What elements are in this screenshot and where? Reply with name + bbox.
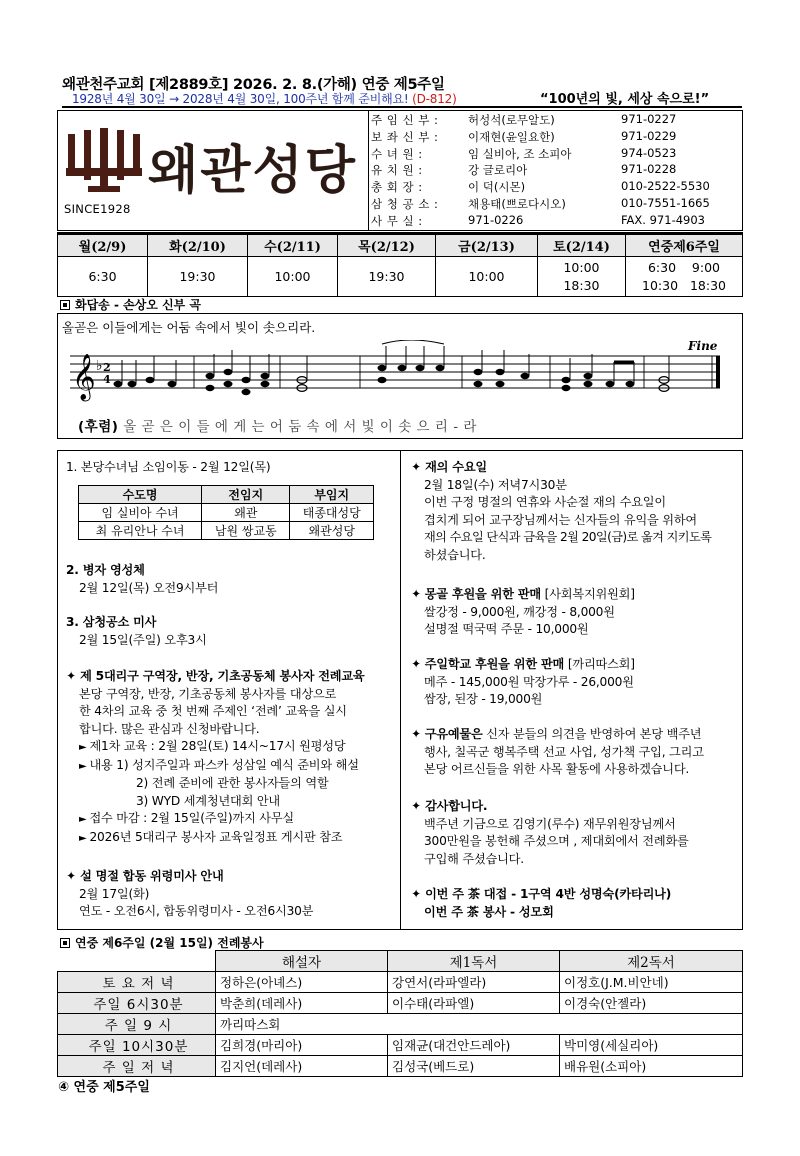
cell: 까리따스회 <box>216 1014 743 1035</box>
crib-offering-title: 구유예물은 <box>424 727 483 741</box>
staff-phone: 010-7551-1665 <box>621 196 710 210</box>
table-row <box>79 522 374 540</box>
time-thu: 19:30 <box>338 257 436 297</box>
notice-sunday-school-sale <box>411 656 635 709</box>
text-line: 이번 구정 명절의 연휴와 사순절 재의 수요일이 <box>424 495 666 509</box>
text-line: 설명절 떡국떡 주문 - 10,000원 <box>424 622 589 636</box>
notice-thanks <box>411 798 741 868</box>
bullet-item: ► 접수 마감 : 2월 15일(주일)까지 사무실 <box>66 810 396 829</box>
staff-label: 사 무 실 : <box>371 213 423 228</box>
notice-3-title: 3. 삼청공소 미사 <box>66 615 157 629</box>
cell: 김지언(데레사) <box>216 1056 388 1077</box>
time-tue: 19:30 <box>148 257 248 297</box>
svg-text:4: 4 <box>103 373 111 386</box>
sunday-school-sale-title: 주일학교 후원을 위한 판매 <box>424 657 565 671</box>
cell: 왜관성당 <box>290 522 374 540</box>
notice-3-body: 2월 15일(주일) 오후3시 <box>79 632 207 647</box>
d-day-counter: (D-812) <box>412 92 457 106</box>
time-sat: 10:00 18:30 <box>538 257 626 297</box>
church-logo-icon <box>66 128 142 198</box>
staff-name: 강 글로리아 <box>468 163 528 178</box>
notice-2 <box>66 562 218 597</box>
hymn-section-title <box>60 296 201 313</box>
centennial-text: 1928년 4월 30일 → 2028년 4월 30일, 100주년 함께 준비해요! <box>72 92 413 106</box>
text-line: 2월 18일(수) 저녁7시30분 <box>424 477 567 492</box>
staff-label: 수 녀 원 : <box>371 146 423 161</box>
staff-label: 유 치 원 : <box>371 163 423 178</box>
liturgy-section-title <box>60 934 264 951</box>
mass-time: 토 요 저 녁 <box>58 972 216 993</box>
text-line: 쌈장, 된장 - 19,000원 <box>424 692 543 706</box>
staff-label: 총 회 장 : <box>371 180 423 195</box>
notice-ash-wednesday <box>411 459 741 564</box>
staff-label: 보 좌 신 부 : <box>371 129 439 144</box>
time-wed: 10:00 <box>248 257 338 297</box>
svg-text:𝄞: 𝄞 <box>72 354 96 400</box>
table-row <box>58 1035 743 1056</box>
notice-1-title: 1. 본당수녀님 소임이동 - 2월 12일(목) <box>66 460 271 474</box>
staff-row <box>371 112 741 127</box>
page-footer: ④ 연중 제5주일 <box>58 1080 150 1095</box>
tea-serving: ✦ 이번 주 茶 대접 - 1구역 4반 성명숙(카타리나) <box>411 886 671 904</box>
day-thu: 목(2/12) <box>338 235 436 257</box>
staff-phone: FAX. 971-4903 <box>621 212 705 227</box>
text-line: 백주년 기금으로 김영기(루수) 재무위원장님께서 <box>424 816 676 831</box>
staff-phone: 010-2522-5530 <box>621 179 710 194</box>
cell: 왜관 <box>202 504 290 522</box>
ash-wednesday-title: ✦ 재의 수요일 <box>411 459 741 477</box>
staff-row <box>371 162 741 177</box>
cell: 김희경(마리아) <box>216 1035 388 1056</box>
staff-label: 삼 청 공 소 : <box>371 197 439 211</box>
mass-time: 주일 10시30분 <box>58 1035 216 1056</box>
text-line: 본당 어르신들을 위한 사목 활동에 사용하겠습니다. <box>424 762 690 776</box>
staff-name: 임 실비아, 조 소피아 <box>468 146 572 161</box>
day-wed: 수(2/11) <box>248 235 338 257</box>
hymn-lyrics <box>78 415 477 435</box>
cell: 임재균(대건안드레아) <box>388 1035 560 1056</box>
header-rule <box>62 106 742 108</box>
cell: 배유원(소피아) <box>560 1056 743 1077</box>
day-fri: 금(2/13) <box>436 235 538 257</box>
col-new: 부임지 <box>290 486 374 504</box>
schedule-time-row <box>58 257 743 297</box>
svg-text:♭: ♭ <box>96 358 103 374</box>
staff-row <box>371 129 741 144</box>
notice-4 <box>66 668 396 847</box>
notice-2-body: 2월 12일(목) 오전9시부터 <box>79 580 219 595</box>
notice-2-title: 2. 병자 영성체 <box>66 563 145 577</box>
announcements-divider <box>400 450 401 930</box>
day-sat: 토(2/14) <box>538 235 626 257</box>
col-mass <box>58 951 216 972</box>
cell: 정하은(아녜스) <box>216 972 388 993</box>
notice-4-title: ✦ 제 5대리구 구역장, 반장, 기초공동체 봉사자 전례교육 <box>66 668 396 686</box>
text-line: 신자 분들의 의견을 반영하여 본당 백주년 <box>482 727 702 741</box>
notice-tea <box>411 886 671 921</box>
mass-time: 주 일 9 시 <box>58 1014 216 1035</box>
notice-5 <box>66 868 313 921</box>
sunday-school-sale-tag: [까리따스회] <box>567 657 635 671</box>
time-fri: 10:00 <box>436 257 538 297</box>
bullet-item: ► 내용 1) 성지주일과 파스카 성삼일 예식 준비와 해설 <box>66 757 396 776</box>
staff-name: 허성석(로무알도) <box>468 113 555 127</box>
col-first-reading: 제1독서 <box>388 951 560 972</box>
table-row <box>58 1014 743 1035</box>
table-row <box>58 972 743 993</box>
bullet-item: ► 2026년 5대리구 봉사자 교육일정표 게시판 참조 <box>66 829 396 848</box>
mass-schedule-table <box>57 234 743 297</box>
text-line: 합니다. 많은 관심과 신청바랍니다. <box>79 721 260 736</box>
col-religious-name: 수도명 <box>79 486 202 504</box>
mongolia-sale-title: 몽골 후원을 위한 판매 <box>424 587 541 601</box>
staff-phone: 971-0229 <box>621 128 677 143</box>
notice-3 <box>66 614 207 649</box>
text-line: 2월 17일(화) <box>79 886 150 901</box>
tea-service: 이번 주 茶 봉사 - 성모회 <box>424 904 554 919</box>
sub-item: 3) WYD 세계청년대회 안내 <box>136 793 280 808</box>
lyrics-text: 올 곧 은 이 들 에 게 는 어 둠 속 에 서 빛 이 솟 으 리 - 라 <box>123 419 477 435</box>
fine-mark: Fine <box>688 339 718 353</box>
thanks-title: ✦ 감사합니다. <box>411 798 741 816</box>
staff-phone: 971-0227 <box>621 112 677 126</box>
svg-text:2: 2 <box>103 361 111 374</box>
staff-name: 이재현(윤일요한) <box>468 129 555 144</box>
liturgy-header-row <box>58 951 743 972</box>
table-row <box>58 1056 743 1077</box>
text-line: 한 4차의 교육 중 첫 번째 주제인 ‘전례’ 교육을 실시 <box>79 704 347 718</box>
text-line: 재의 수요일 단식과 금육을 2월 20일(금)로 옮겨 지키도록 <box>424 530 712 544</box>
transfer-header <box>79 486 374 504</box>
table-row <box>79 504 374 522</box>
text-line: 행사, 칠곡군 행복주택 선교 사업, 성가책 구입, 그리고 <box>424 744 704 759</box>
liturgy-table <box>57 950 743 1077</box>
text-line: 겹치게 되어 교구장님께서는 신자들의 유익을 위하여 <box>424 512 697 527</box>
liturgy-title: 연중 제6주일 (2월 15일) 전례봉사 <box>75 936 264 950</box>
mass-time: 주 일 저 녁 <box>58 1056 216 1077</box>
centennial-line <box>72 90 457 107</box>
cell: 박춘희(데레사) <box>216 993 388 1014</box>
hymn-verse: 올곧은 이들에게는 어둠 속에서 빛이 솟으리라. <box>62 320 316 335</box>
staff-row <box>371 213 741 228</box>
time-sun: 6:30 9:00 10:30 18:30 <box>626 257 743 297</box>
notice-crib-offering <box>411 726 741 779</box>
col-commentator: 해설자 <box>216 951 388 972</box>
bullet-item: ► 제1차 교육 : 2월 28일(토) 14시~17시 원평성당 <box>66 738 396 757</box>
slogan: “100년의 빛, 세상 속으로!” <box>540 92 710 107</box>
col-previous: 전임지 <box>202 486 290 504</box>
cell: 태종대성당 <box>290 504 374 522</box>
staff-row <box>371 179 741 194</box>
staff-name: 971-0226 <box>468 212 524 227</box>
text-line: 쌀강정 - 9,000원, 깨강정 - 8,000원 <box>424 604 615 619</box>
cell: 이수태(라파엘) <box>388 993 560 1014</box>
staff-row <box>371 196 741 211</box>
schedule-header-row <box>58 235 743 257</box>
staff-name: 채용태(쁘로다시오) <box>468 197 566 211</box>
day-mon: 월(2/9) <box>58 235 148 257</box>
staff-phone: 971-0228 <box>621 162 677 177</box>
refrain-label: (후렴) <box>78 419 119 435</box>
notice-5-title: ✦ 설 명절 합동 위령미사 안내 <box>66 868 313 886</box>
staff-name: 이 덕(시몬) <box>468 180 526 195</box>
text-line: 연도 - 오전6시, 합동위령미사 - 오전6시30분 <box>79 904 314 918</box>
cell: 임 실비아 수녀 <box>79 504 202 522</box>
cell: 이경숙(안젤라) <box>560 993 743 1014</box>
bulletin-title: 왜관천주교회 [제2889호] 2026. 2. 8.(가해) 연중 제5주일 <box>62 77 445 93</box>
staff-label: 주 임 신 부 : <box>371 113 439 127</box>
time-mon: 6:30 <box>58 257 148 297</box>
liturgy-rows <box>58 972 743 1077</box>
mass-time: 주일 6시30분 <box>58 993 216 1014</box>
since-label: SINCE1928 <box>64 202 131 216</box>
cell: 박미영(세실리아) <box>560 1035 743 1056</box>
text-line: 구입해 주셨습니다. <box>424 851 524 866</box>
mongolia-sale-tag: [사회복지위원회] <box>544 587 635 601</box>
staff-row <box>371 146 741 161</box>
transfer-table <box>78 485 374 540</box>
cell: 최 유리안나 수녀 <box>79 522 202 540</box>
text-line: 메주 - 145,000원 막장가루 - 26,000원 <box>424 674 634 689</box>
sub-item: 2) 전례 준비에 관한 봉사자들의 역할 <box>136 776 329 790</box>
cell: 김성국(베드로) <box>388 1056 560 1077</box>
hymn-title: 화답송 - 손상오 신부 곡 <box>75 298 202 312</box>
table-row <box>58 993 743 1014</box>
square-bullet-icon <box>60 300 70 310</box>
music-staff-icon <box>70 340 726 412</box>
cell: 남원 쌍교동 <box>202 522 290 540</box>
col-second-reading: 제2독서 <box>560 951 743 972</box>
logo-wordmark: 왜관성당 <box>148 140 357 201</box>
day-tue: 화(2/10) <box>148 235 248 257</box>
staff-phone: 974-0523 <box>621 145 677 160</box>
square-bullet-icon <box>60 938 70 948</box>
notice-mongolia-sale <box>411 586 635 639</box>
day-sun: 연중제6주일 <box>626 235 743 257</box>
text-line: 본당 구역장, 반장, 기초공동체 봉사자를 대상으로 <box>79 686 337 701</box>
text-line: 하셨습니다. <box>424 547 486 562</box>
text-line: 300만원을 봉헌해 주셨으며 , 제대회에서 전례화를 <box>424 834 689 848</box>
notice-1 <box>66 459 270 477</box>
cell: 이정호(J.M.비안네) <box>560 972 743 993</box>
cell: 강연서(라파엘라) <box>388 972 560 993</box>
